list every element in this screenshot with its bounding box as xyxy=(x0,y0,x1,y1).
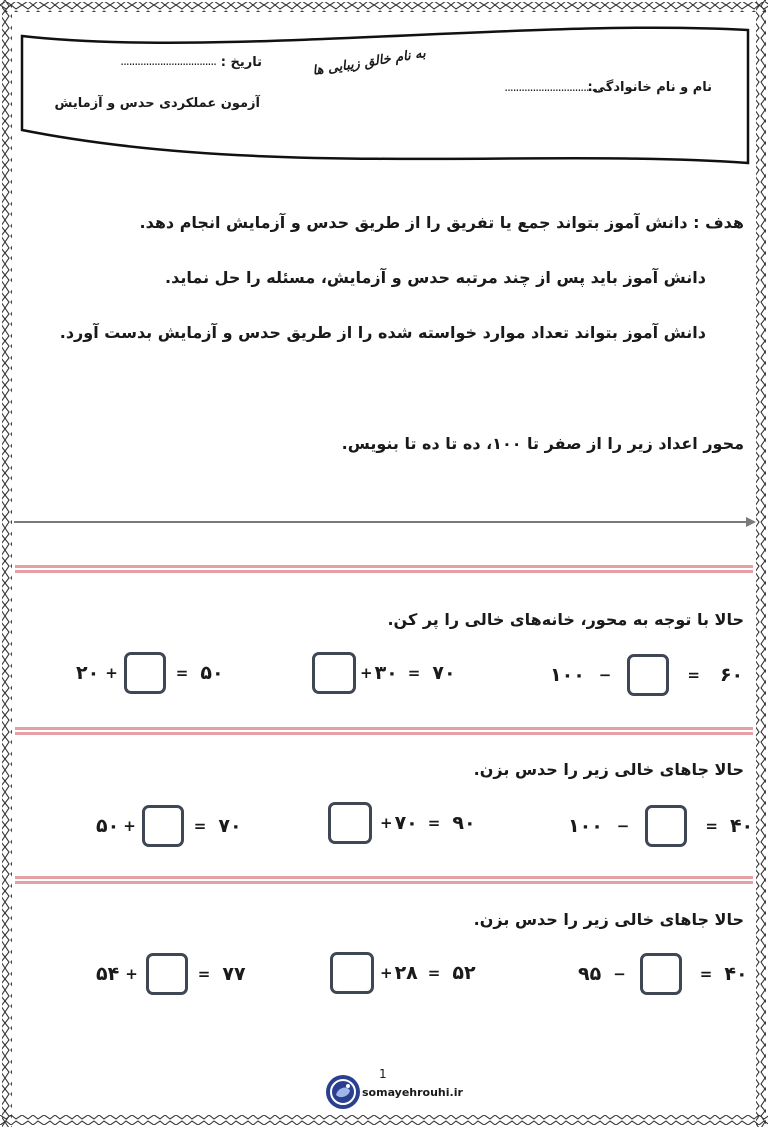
result: ۵۰ xyxy=(200,662,224,684)
plus-sign: + xyxy=(125,965,138,983)
operand-right: ۷۰ xyxy=(394,812,418,834)
date-label: تاریخ : xyxy=(220,55,262,70)
answer-box[interactable] xyxy=(640,953,682,995)
answer-box[interactable] xyxy=(330,952,374,994)
answer-box[interactable] xyxy=(124,652,166,694)
equals-sign: = xyxy=(427,814,441,832)
result: ۷۰ xyxy=(432,662,456,684)
plus-sign: + xyxy=(380,964,393,982)
exam-title: آزمون عملکردی حدس و آزمایش xyxy=(54,96,260,111)
plus-sign: + xyxy=(360,664,373,682)
goal-line-1: هدف : دانش آموز بتواند جمع یا تفریق را از طریق حدس و آزمایش انجام دهد. xyxy=(139,213,744,232)
equals-sign: = xyxy=(687,666,700,684)
operand-left: ۱۰۰ xyxy=(568,815,603,837)
answer-box[interactable] xyxy=(645,805,687,847)
minus-sign: − xyxy=(613,965,626,983)
operand-left: ۵۴ xyxy=(96,963,120,985)
equals-sign: = xyxy=(699,965,713,983)
equation-1-2 xyxy=(312,652,456,694)
section-divider xyxy=(15,565,753,573)
equation-2-2 xyxy=(328,802,476,844)
operand-left: ۲۰ xyxy=(76,662,100,684)
name-field[interactable]: .................................. xyxy=(504,80,600,94)
header-title: به نام خالق زیبایی ها xyxy=(311,46,427,79)
section-3-title: حالا جاهای خالی زیر را حدس بزن. xyxy=(473,910,744,929)
section-divider xyxy=(15,876,753,884)
minus-sign: − xyxy=(598,666,612,684)
page-number: 1 xyxy=(379,1067,387,1081)
result: ۴۰ xyxy=(724,963,748,985)
number-line[interactable] xyxy=(14,515,758,529)
plus-sign: + xyxy=(380,814,393,832)
site-logo-icon[interactable] xyxy=(324,1073,362,1111)
result: ۹۰ xyxy=(452,812,476,834)
date-field[interactable]: .................................. xyxy=(120,54,216,68)
goal-line-2: دانش آموز باید پس از چند مرتبه حدس و آزمایش، مسئله را حل نماید. xyxy=(165,268,706,287)
equals-sign: = xyxy=(197,965,211,983)
operand-left: ۵۰ xyxy=(96,815,120,837)
answer-box[interactable] xyxy=(328,802,372,844)
operand-right: ۲۸ xyxy=(394,962,418,984)
section-1-title: حالا با توجه به محور، خانه‌های خالی را پر کن. xyxy=(387,610,744,629)
operand-left: ۱۰۰ xyxy=(550,664,585,686)
answer-box[interactable] xyxy=(312,652,356,694)
answer-box[interactable] xyxy=(627,654,669,696)
operand-left: ۹۵ xyxy=(578,963,602,985)
result: ۴۰ xyxy=(729,815,754,837)
equals-sign: = xyxy=(193,817,207,835)
equation-3-1 xyxy=(96,953,246,995)
section-2-title: حالا جاهای خالی زیر را حدس بزن. xyxy=(473,760,744,779)
equation-3-3 xyxy=(578,953,748,995)
equals-sign: = xyxy=(705,817,718,835)
site-url[interactable]: somayehrouhi.ir xyxy=(362,1086,463,1099)
minus-sign: − xyxy=(616,817,630,835)
axis-instruction: محور اعداد زیر را از صفر تا ۱۰۰، ده تا ده تا بنویس. xyxy=(341,434,744,453)
equation-3-2 xyxy=(330,952,476,994)
name-label: نام و نام خانوادگی: xyxy=(587,80,712,95)
plus-sign: + xyxy=(105,664,118,682)
equation-1-1 xyxy=(76,652,224,694)
result: ۷۷ xyxy=(222,963,246,985)
result: ۶۰ xyxy=(719,664,744,686)
equation-1-3 xyxy=(550,654,743,696)
section-divider xyxy=(15,727,753,735)
equals-sign: = xyxy=(427,964,441,982)
result: ۷۰ xyxy=(218,815,242,837)
answer-box[interactable] xyxy=(142,805,184,847)
result: ۵۲ xyxy=(452,962,476,984)
equation-2-1 xyxy=(96,805,242,847)
plus-sign: + xyxy=(123,817,136,835)
operand-right: ۳۰ xyxy=(374,662,398,684)
goal-line-3: دانش آموز بتواند تعداد موارد خواسته شده را از طریق حدس و آزمایش بدست آورد. xyxy=(59,323,706,342)
equals-sign: = xyxy=(175,664,189,682)
answer-box[interactable] xyxy=(146,953,188,995)
equation-2-3 xyxy=(568,805,753,847)
equals-sign: = xyxy=(407,664,421,682)
